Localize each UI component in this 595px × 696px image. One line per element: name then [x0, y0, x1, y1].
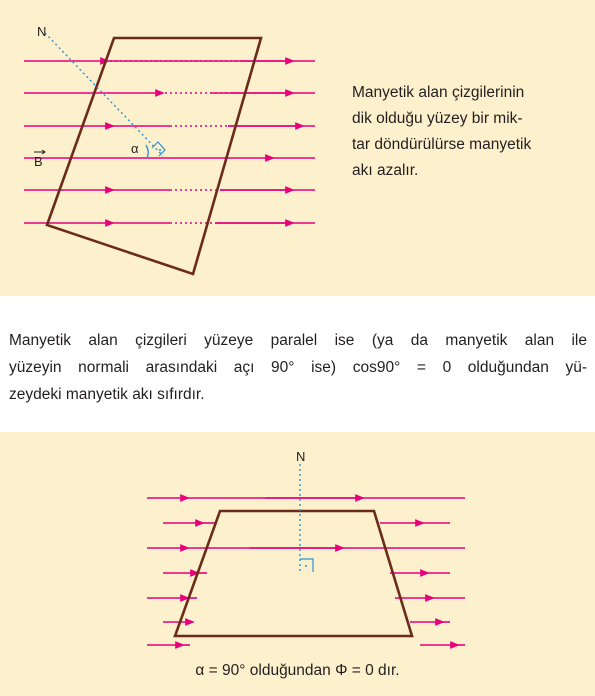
top-field-lines-right [210, 61, 315, 223]
top-figure-panel [0, 0, 595, 296]
bottom-figure-panel [0, 432, 595, 696]
right-angle-mark [152, 142, 165, 156]
bottom-figure-diagram [0, 432, 595, 696]
angle-arc [146, 145, 148, 158]
bottom-field-lines [147, 498, 465, 645]
angle-label: α [131, 141, 139, 156]
field-label: B [34, 154, 43, 169]
top-figure-caption: Manyetik alan çizgilerinin dik olduğu yüzey bir mik- tar döndürülürse manyetik akı azalır. [352, 84, 532, 179]
top-hidden-field-lines [110, 61, 240, 223]
body-paragraph: Manyetik alan çizgileri yüzeye paralel ise (ya da manyetik alan ile yüzeyin normali arasındaki açı 90° ise) cos90° = 0 olduğundan yü- zeydeki manyetik akı sıfırdır. [9, 332, 587, 403]
normal-label: N [37, 24, 47, 39]
normal-label: N [296, 449, 306, 464]
tilted-surface [47, 38, 261, 274]
bottom-figure-caption: α = 90° olduğundan Φ = 0 dır. [195, 662, 400, 679]
parallel-surface [175, 511, 412, 636]
top-field-lines [24, 61, 290, 223]
surface-normal [45, 33, 163, 156]
